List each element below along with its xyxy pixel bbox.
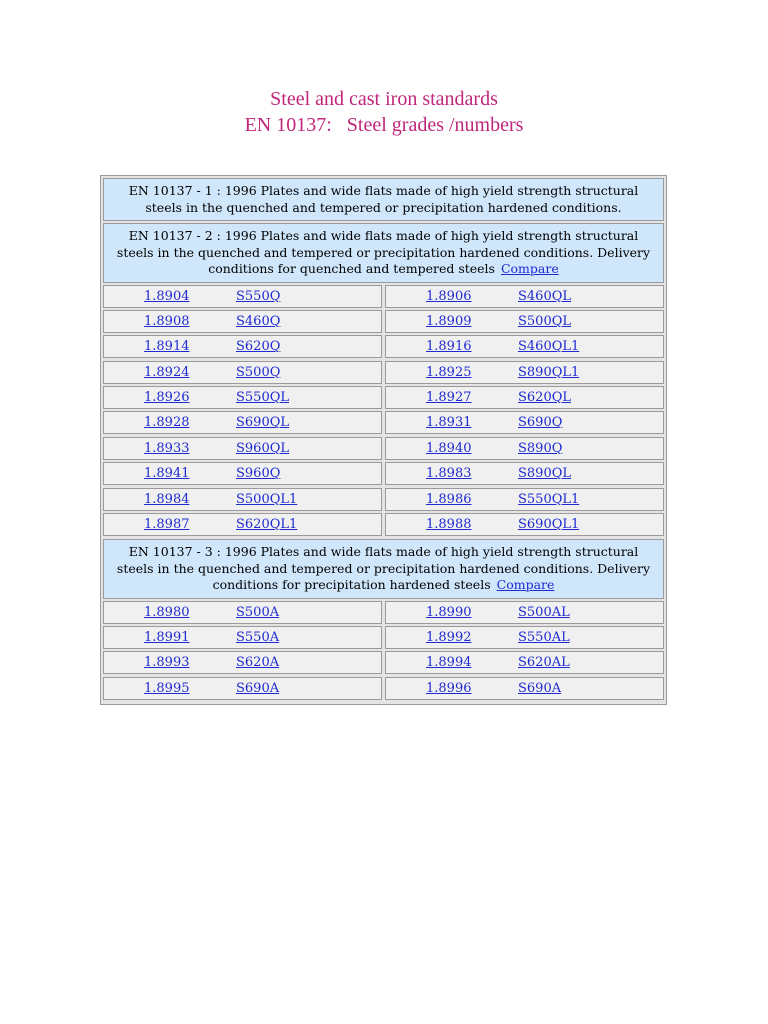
- table-row-cell: [385, 677, 664, 700]
- steel-grade-link[interactable]: S550A: [236, 629, 280, 645]
- material-number-link[interactable]: 1.8906: [426, 288, 472, 304]
- table-row-cell: [385, 361, 664, 384]
- steel-grade-link[interactable]: S550AL: [518, 629, 570, 645]
- material-number-link[interactable]: 1.8992: [426, 629, 472, 645]
- standard-description: Plates and wide flats made of high yield strength structural steels in the quenched and tempered or precipitation hardened conditions. Delivery conditions for quenched and tempered steels: [116, 228, 651, 276]
- material-number-link[interactable]: 1.8996: [426, 680, 472, 696]
- table-row-cell: [103, 601, 382, 624]
- table-row-cell: [103, 361, 382, 384]
- compare-link[interactable]: Compare: [500, 261, 559, 276]
- table-row-cell: [385, 437, 664, 460]
- steel-grade-link[interactable]: S960QL: [236, 440, 290, 456]
- steel-grade-link[interactable]: S460QL1: [518, 339, 580, 355]
- material-number-link[interactable]: 1.8984: [144, 491, 190, 507]
- material-number-link[interactable]: 1.8995: [144, 680, 190, 696]
- table-row-cell: [385, 462, 664, 485]
- material-number-link[interactable]: 1.8941: [144, 466, 190, 482]
- table-row-cell: [385, 386, 664, 409]
- material-number-link[interactable]: 1.8924: [144, 364, 190, 380]
- steel-grade-link[interactable]: S550QL: [236, 390, 290, 406]
- steel-grade-link[interactable]: S690Q: [518, 415, 563, 431]
- steel-grade-link[interactable]: S890Q: [518, 440, 563, 456]
- steel-grade-link[interactable]: S460QL: [518, 288, 572, 304]
- material-number-link[interactable]: 1.8931: [426, 415, 472, 431]
- material-number-link[interactable]: 1.8908: [144, 313, 190, 329]
- standard-description: Plates and wide flats made of high yield strength structural steels in the quenched and tempered or precipitation hardened conditions. Delivery conditions for precipitation hardened steels: [116, 544, 651, 593]
- steel-grade-link[interactable]: S620Q: [236, 339, 281, 355]
- steel-grade-link[interactable]: S550QL1: [518, 491, 580, 507]
- steel-grade-link[interactable]: S960Q: [236, 466, 281, 482]
- table-row-cell: [103, 386, 382, 409]
- compare-link[interactable]: Compare: [496, 577, 555, 593]
- table-row-cell: [385, 488, 664, 511]
- table-row-cell: [385, 651, 664, 674]
- steel-grade-link[interactable]: S620QL1: [236, 517, 298, 533]
- steel-grade-link[interactable]: S500AL: [518, 604, 570, 620]
- steel-grade-link[interactable]: S890QL: [518, 466, 572, 482]
- standard-code: EN 10137 - 2 : 1996: [128, 228, 257, 243]
- material-number-link[interactable]: 1.8909: [426, 313, 472, 329]
- grade-grid-3: [103, 601, 664, 700]
- table-row-cell: [103, 651, 382, 674]
- material-number-link[interactable]: 1.8986: [426, 491, 472, 507]
- material-number-link[interactable]: 1.8916: [426, 339, 472, 355]
- steel-grade-link[interactable]: S550Q: [236, 288, 281, 304]
- material-number-link[interactable]: 1.8994: [426, 655, 472, 671]
- material-number-link[interactable]: 1.8933: [144, 440, 190, 456]
- table-row-cell: [385, 601, 664, 624]
- standard-code: EN 10137 - 1 : 1996: [128, 183, 257, 198]
- standard-header-2: [103, 223, 664, 283]
- table-row-cell: [385, 310, 664, 333]
- title-line-1: Steel and cast iron standards: [270, 88, 498, 110]
- material-number-link[interactable]: 1.8988: [426, 517, 472, 533]
- table-row-cell: [103, 310, 382, 333]
- material-number-link[interactable]: 1.8925: [426, 364, 472, 380]
- standard-description: Plates and wide flats made of high yield strength structural steels in the quenched and tempered or precipitation hardened conditions.: [145, 183, 639, 215]
- material-number-link[interactable]: 1.8940: [426, 440, 472, 456]
- steel-grade-link[interactable]: S500QL1: [236, 491, 298, 507]
- standard-code: EN 10137 - 3 : 1996: [128, 544, 257, 560]
- table-row-cell: [385, 626, 664, 649]
- table-row-cell: [103, 335, 382, 358]
- standard-header-1: [103, 178, 664, 221]
- table-row-cell: [103, 626, 382, 649]
- steel-grade-link[interactable]: S690QL: [236, 415, 290, 431]
- table-row-cell: [385, 335, 664, 358]
- table-row-cell: [103, 488, 382, 511]
- material-number-link[interactable]: 1.8993: [144, 655, 190, 671]
- steel-grade-link[interactable]: S620QL: [518, 390, 572, 406]
- steel-grade-link[interactable]: S690A: [236, 680, 280, 696]
- material-number-link[interactable]: 1.8980: [144, 604, 190, 620]
- material-number-link[interactable]: 1.8904: [144, 288, 190, 304]
- table-row-cell: [103, 285, 382, 308]
- steel-grade-link[interactable]: S620A: [236, 655, 280, 671]
- table-row-cell: [103, 437, 382, 460]
- material-number-link[interactable]: 1.8987: [144, 517, 190, 533]
- steel-grade-link[interactable]: S500Q: [236, 364, 281, 380]
- grade-grid-2: [103, 285, 664, 537]
- page-title: [0, 86, 768, 138]
- material-number-link[interactable]: 1.8983: [426, 466, 472, 482]
- steel-grade-link[interactable]: S620AL: [518, 655, 570, 671]
- table-row-cell: [385, 285, 664, 308]
- material-number-link[interactable]: 1.8914: [144, 339, 190, 355]
- steel-grade-link[interactable]: S500QL: [518, 313, 572, 329]
- table-row-cell: [103, 677, 382, 700]
- material-number-link[interactable]: 1.8926: [144, 390, 190, 406]
- steel-grade-link[interactable]: S690A: [518, 680, 562, 696]
- standards-table: [100, 175, 667, 705]
- table-row-cell: [385, 513, 664, 536]
- steel-grade-link[interactable]: S690QL1: [518, 517, 580, 533]
- steel-grade-link[interactable]: S890QL1: [518, 364, 580, 380]
- steel-grade-link[interactable]: S460Q: [236, 313, 281, 329]
- material-number-link[interactable]: 1.8990: [426, 604, 472, 620]
- material-number-link[interactable]: 1.8927: [426, 390, 472, 406]
- table-row-cell: [103, 513, 382, 536]
- table-row-cell: [385, 411, 664, 434]
- title-line-2: EN 10137: Steel grades /numbers: [244, 114, 524, 136]
- material-number-link[interactable]: 1.8928: [144, 415, 190, 431]
- steel-grade-link[interactable]: S500A: [236, 604, 280, 620]
- standard-header-3: [103, 539, 664, 599]
- table-row-cell: [103, 411, 382, 434]
- material-number-link[interactable]: 1.8991: [144, 629, 190, 645]
- table-row-cell: [103, 462, 382, 485]
